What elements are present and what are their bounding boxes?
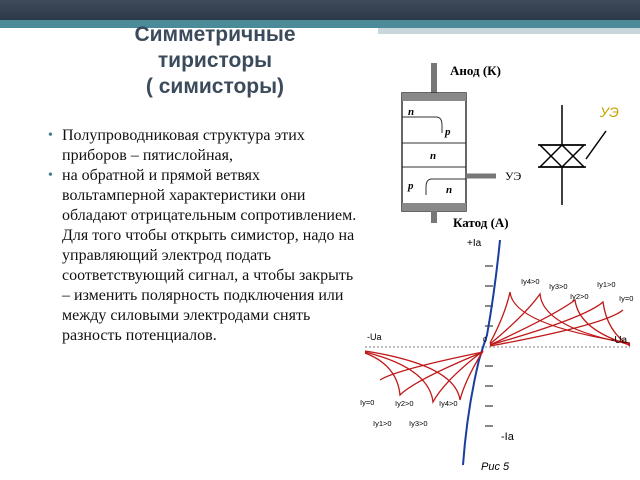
curve-label: Iy4>0 [521,277,540,286]
origin-label: 0 [483,337,487,344]
vac-graph [355,230,640,480]
symbol-label: УЭ [600,104,619,120]
curve-label: Iy=0 [619,294,634,303]
curve-label: Iy3>0 [409,419,428,428]
curve-label: Iy3>0 [549,282,568,291]
y-neg-label: -Ia [501,431,514,443]
bullet-item: • Полупроводниковая структура этих приборов – пятислойная, [46,126,361,166]
curve-label: Iy1>0 [373,419,392,428]
layer-p: p [408,180,414,192]
triac-structure-diagram [350,55,640,235]
title-line-3: ( симисторы) [145,75,285,98]
slide-title [60,22,370,100]
curve-label: Iy1>0 [597,280,616,289]
cathode-label: Катод (А) [453,215,509,230]
x-pos-label: -Ua [611,335,628,346]
figure-label: Рис 5 [481,461,510,473]
x-neg-label: -Ua [367,332,382,342]
curve-label: Iy2>0 [570,292,589,301]
bullet-list [46,126,361,346]
anode-label: Анод (К) [450,63,501,78]
curve-label: Iy2>0 [395,399,414,408]
layer-n: n [408,106,415,118]
anode-contact [402,93,466,101]
bullet-item: • на обратной и прямой ветвях вольтамперной характеристики они обладают отрицательным сопротивлением. Для того чтобы открыть симистор, надо на управляющий электрод подать соответствующий сигнал, а чтобы закрыть – изменить полярность подключения или между силовыми электродами снять разность потенциалов. [46,166,361,346]
title-line-1: Симметричные [134,23,296,46]
control-label: УЭ [505,169,522,183]
layer-n: n [446,184,453,196]
title-line-2: тиристоры [157,49,273,72]
cathode-contact [402,203,466,211]
slide-top-bar [0,0,640,20]
curve-label: Iy4>0 [439,399,458,408]
layer-n: n [430,150,437,162]
y-pos-label: +Ia [467,238,482,249]
curve-label: Iy=0 [360,398,375,407]
layer-p: p [445,126,451,138]
triac-symbol [538,104,619,205]
